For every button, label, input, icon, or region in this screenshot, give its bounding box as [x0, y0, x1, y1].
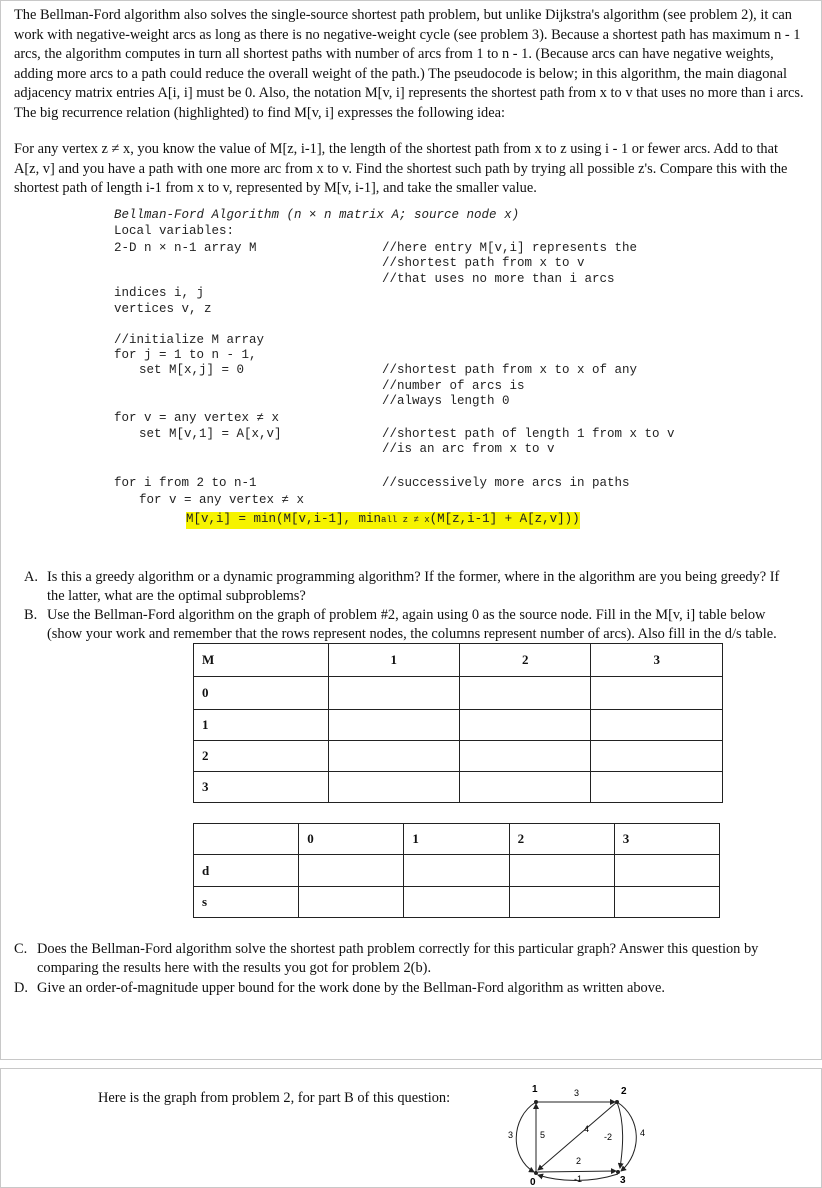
edge-0-3 [538, 1171, 616, 1172]
ds-cell[interactable] [614, 887, 719, 918]
code-line: vertices v, z [114, 302, 212, 316]
ds-row-label: s [194, 887, 299, 918]
code-line: indices i, j [114, 286, 205, 300]
ds-cell[interactable] [614, 855, 719, 887]
edge-weight: 3 [508, 1130, 514, 1140]
m-cell[interactable] [591, 772, 723, 803]
code-line: set M[v,1] = A[x,v] [139, 427, 282, 441]
node-2-label: 2 [621, 1086, 627, 1097]
code-line: Local variables: [114, 224, 235, 238]
node-2 [615, 1100, 619, 1104]
code-line: set M[x,j] = 0 [139, 363, 245, 377]
code-line: //initialize M array [114, 333, 265, 347]
m-header-cell: 3 [591, 644, 723, 677]
node-3 [616, 1170, 620, 1174]
node-1-label: 1 [532, 1084, 538, 1095]
graph-panel [0, 1068, 822, 1188]
m-cell[interactable] [328, 772, 459, 803]
ds-header-cell [194, 824, 299, 855]
m-cell[interactable] [591, 741, 723, 772]
m-row-label: 1 [194, 710, 329, 741]
code-line: for j = 1 to n - 1, [114, 348, 257, 362]
edge-1-0 [516, 1102, 536, 1172]
ds-cell[interactable] [404, 855, 509, 887]
m-cell[interactable] [459, 677, 590, 710]
node-0 [534, 1171, 538, 1175]
edge-2-3-neg [617, 1102, 623, 1168]
recurrence-explanation: For any vertex z ≠ x, you know the value of M[z, i-1], the length of the shortest path from x to z using i - 1 or fewer arcs. Add to that A[z, v] and you have a path with one more arc from x to v. Find the shortest such path by trying all possible z's. Compare this with the shortest path of length i-1 from x to v, represented by M[v, i-1], and take the smaller value. [14, 141, 788, 196]
m-header-cell: M [194, 644, 329, 677]
edge-weight: -2 [604, 1132, 613, 1142]
ds-cell[interactable] [509, 855, 614, 887]
m-row-label: 2 [194, 741, 329, 772]
node-3-label: 3 [620, 1175, 626, 1186]
m-cell[interactable] [328, 710, 459, 741]
code-comment: //always length 0 [382, 394, 510, 408]
edge-weight: 4 [640, 1128, 646, 1138]
code-comment: //shortest path of length 1 from x to v [382, 427, 675, 441]
m-row-label: 0 [194, 677, 329, 710]
m-cell[interactable] [591, 677, 723, 710]
ds-table [193, 823, 720, 918]
edge-weight: 2 [576, 1156, 582, 1166]
code-comment: //is an arc from x to v [382, 442, 555, 456]
edge-weight: 3 [574, 1088, 580, 1098]
edge-weight: 4 [584, 1124, 590, 1134]
m-cell[interactable] [459, 710, 590, 741]
ds-cell[interactable] [404, 887, 509, 918]
ds-cell[interactable] [299, 887, 404, 918]
graph-diagram [480, 1078, 660, 1188]
code-line: 2-D n × n-1 array M [114, 241, 257, 255]
code-comment: //number of arcs is [382, 379, 525, 393]
m-row-label: 3 [194, 772, 329, 803]
ds-row-label: d [194, 855, 299, 887]
m-cell[interactable] [459, 772, 590, 803]
code-line: for i from 2 to n-1 [114, 476, 257, 490]
code-comment: //that uses no more than i arcs [382, 272, 615, 286]
edge-weight: -1 [574, 1174, 583, 1184]
ds-header-cell: 2 [509, 824, 614, 855]
m-cell[interactable] [591, 710, 723, 741]
code-comment: //here entry M[v,i] represents the [382, 241, 638, 255]
m-table [193, 643, 723, 803]
recurrence-highlight: M[v,i] = min(M[v,i-1], minall z ≠ x(M[z,i-1] + A[z,v])) [186, 512, 580, 529]
m-header-cell: 2 [459, 644, 590, 677]
ds-cell[interactable] [509, 887, 614, 918]
code-comment: //shortest path from x to v [382, 256, 585, 270]
node-0-label: 0 [530, 1177, 536, 1188]
code-title: Bellman-Ford Algorithm (n × n matrix A; source node x) [114, 208, 520, 222]
m-header-cell: 1 [328, 644, 459, 677]
intro-paragraph: The Bellman-Ford algorithm also solves the single-source shortest path problem, but unlike Dijkstra's algorithm (see problem 2), it can work with negative-weight arcs as long as there is no negative-weight cycle (see problem 3). Because a shortest path has maximum n - 1 arcs, the algorithm computes in turn all shortest paths with number of arcs from 1 to n - 1. (Because arcs can have negative weights, adding more arcs to a path could reduce the overall weight of the path.) The pseudocode is below; in this algorithm, the main diagonal adjacency matrix entries A[i, i] must be 0. Also, the notation M[v, i] represents the shortest path from x to v that uses no more than i arcs. The big recurrence relation (highlighted) to find M[v, i] expresses the following idea: [14, 7, 804, 121]
code-line: for v = any vertex ≠ x [114, 411, 280, 425]
m-cell[interactable] [459, 741, 590, 772]
graph-caption: Here is the graph from problem 2, for part B of this question: [98, 1090, 451, 1106]
m-cell[interactable] [328, 677, 459, 710]
m-cell[interactable] [328, 741, 459, 772]
edge-weight: 5 [540, 1130, 546, 1140]
ds-header-cell: 3 [614, 824, 719, 855]
ds-header-cell: 0 [299, 824, 404, 855]
code-line: for v = any vertex ≠ x [139, 493, 305, 507]
ds-cell[interactable] [299, 855, 404, 887]
node-1 [534, 1100, 538, 1104]
code-comment: //shortest path from x to x of any [382, 363, 638, 377]
ds-header-cell: 1 [404, 824, 509, 855]
code-comment: //successively more arcs in paths [382, 476, 630, 490]
